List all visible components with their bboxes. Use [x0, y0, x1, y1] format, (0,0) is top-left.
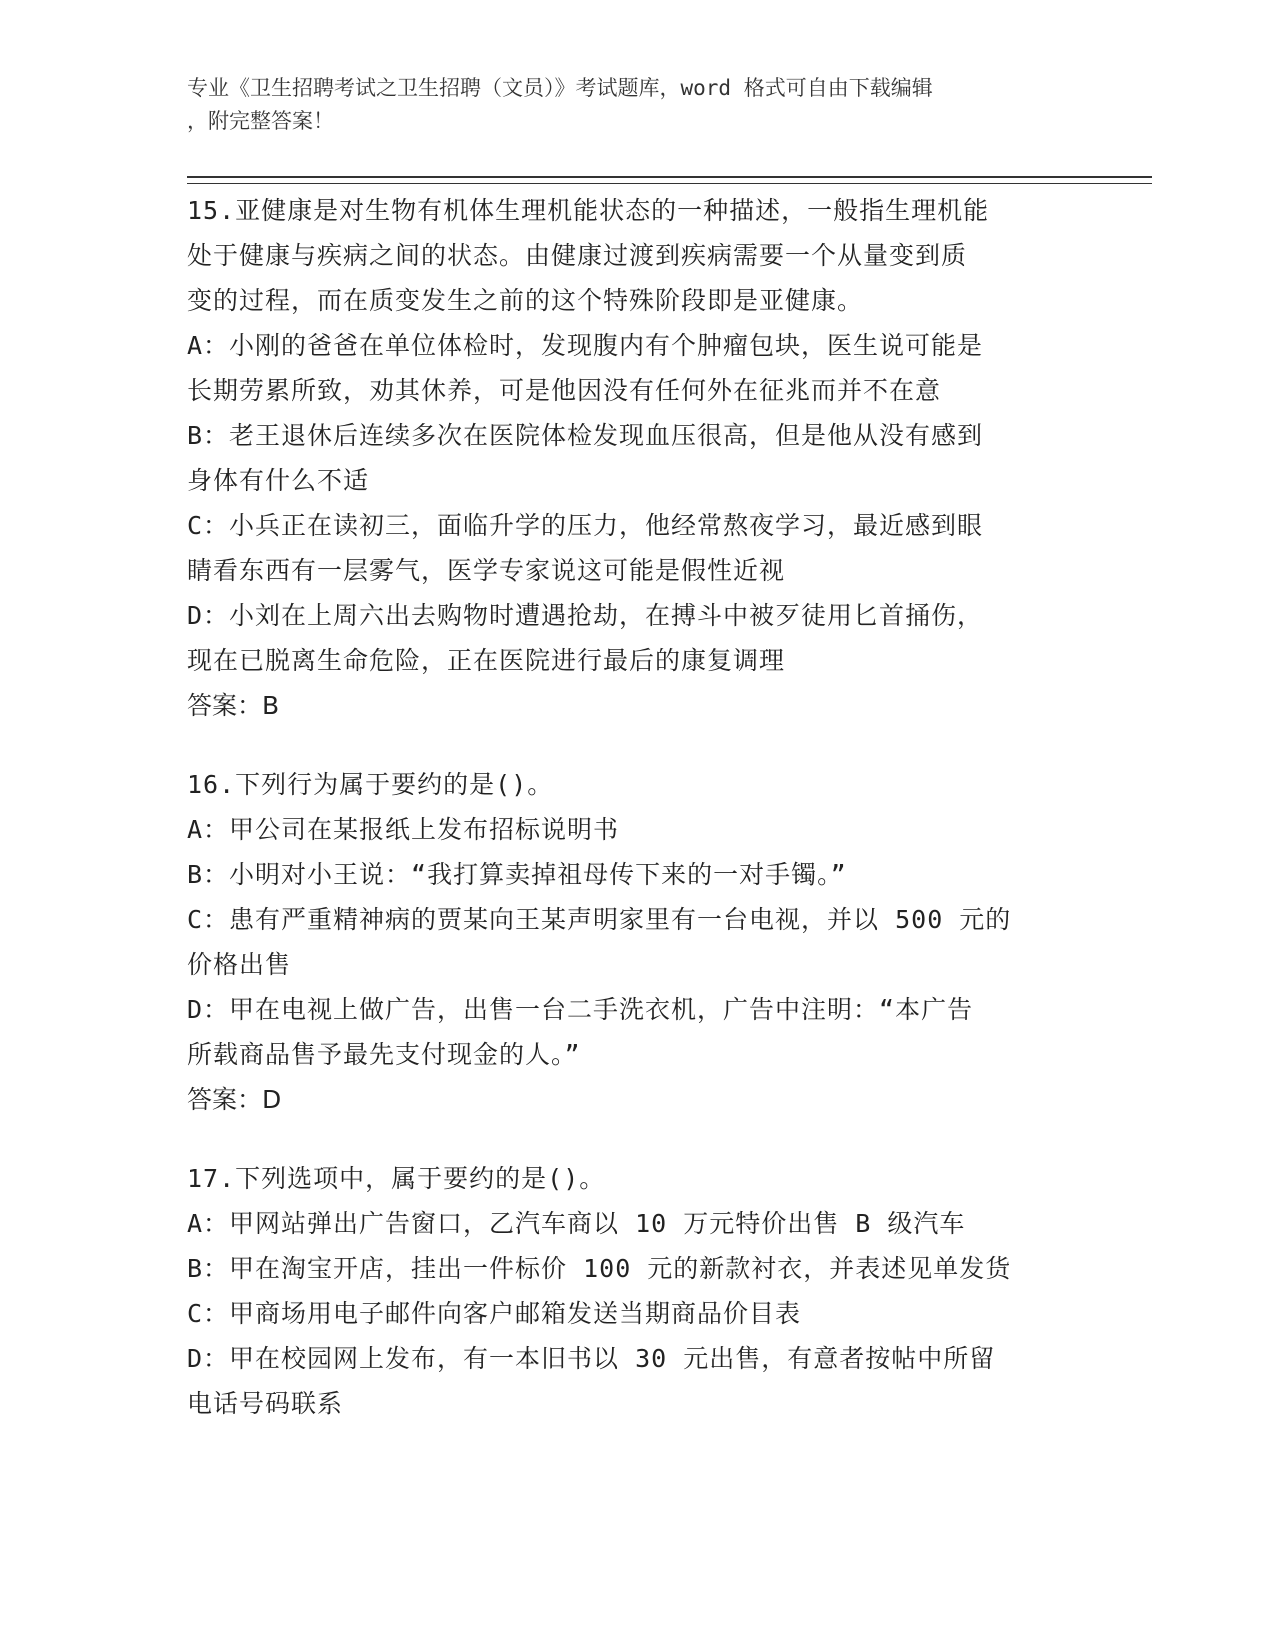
header-line: ，附完整答案！	[187, 109, 334, 133]
header-divider	[187, 176, 1152, 184]
option-c: C：患有严重精神病的贾某向王某声明家里有一台电视，并以 500 元的	[187, 905, 1012, 934]
header-line: 专业《卫生招聘考试之卫生招聘（文员）》考试题库，word 格式可自由下载编辑	[187, 76, 933, 100]
option-b: 身体有什么不适	[187, 466, 370, 495]
option-d: D：甲在电视上做广告，出售一台二手洗衣机，广告中注明：“本广告	[187, 995, 974, 1024]
question-16	[187, 762, 1087, 1122]
option-a: 长期劳累所致，劝其休养，可是他因没有任何外在征兆而并不在意	[187, 376, 942, 405]
option-a: A：甲网站弹出广告窗口，乙汽车商以 10 万元特价出售 B 级汽车	[187, 1209, 966, 1238]
question-stem: 17.下列选项中，属于要约的是()。	[187, 1164, 606, 1193]
option-a: A：小刚的爸爸在单位体检时，发现腹内有个肿瘤包块，医生说可能是	[187, 331, 984, 360]
option-d: 所载商品售予最先支付现金的人。”	[187, 1040, 581, 1069]
option-c: C：小兵正在读初三，面临升学的压力，他经常熬夜学习，最近感到眼	[187, 511, 984, 540]
option-c: 价格出售	[187, 950, 292, 979]
option-d: 电话号码联系	[187, 1389, 344, 1418]
question-15	[187, 188, 1087, 728]
option-c: C：甲商场用电子邮件向客户邮箱发送当期商品价目表	[187, 1299, 802, 1328]
option-c: 睛看东西有一层雾气，医学专家说这可能是假性近视	[187, 556, 786, 585]
option-d: D：甲在校园网上发布，有一本旧书以 30 元出售，有意者按帖中所留	[187, 1344, 996, 1373]
question-stem: 处于健康与疾病之间的状态。由健康过渡到疾病需要一个从量变到质	[187, 241, 968, 270]
question-stem: 16.下列行为属于要约的是()。	[187, 770, 554, 799]
question-17	[187, 1156, 1087, 1426]
answer: 答案：B	[187, 691, 280, 720]
option-d: 现在已脱离生命危险，正在医院进行最后的康复调理	[187, 646, 786, 675]
answer: 答案：D	[187, 1085, 282, 1114]
question-list	[187, 188, 1087, 1460]
option-a: A：甲公司在某报纸上发布招标说明书	[187, 815, 620, 844]
question-stem: 15.亚健康是对生物有机体生理机能状态的一种描述，一般指生理机能	[187, 196, 990, 225]
question-stem: 变的过程，而在质变发生之前的这个特殊阶段即是亚健康。	[187, 286, 864, 315]
option-b: B：老王退休后连续多次在医院体检发现血压很高，但是他从没有感到	[187, 421, 984, 450]
document-header	[187, 72, 1067, 138]
option-b: B：小明对小王说：“我打算卖掉祖母传下来的一对手镯。”	[187, 860, 847, 889]
option-b: B：甲在淘宝开店，挂出一件标价 100 元的新款衬衣，并表述见单发货	[187, 1254, 1012, 1283]
option-d: D：小刘在上周六出去购物时遭遇抢劫，在搏斗中被歹徒用匕首捅伤，	[187, 601, 984, 630]
